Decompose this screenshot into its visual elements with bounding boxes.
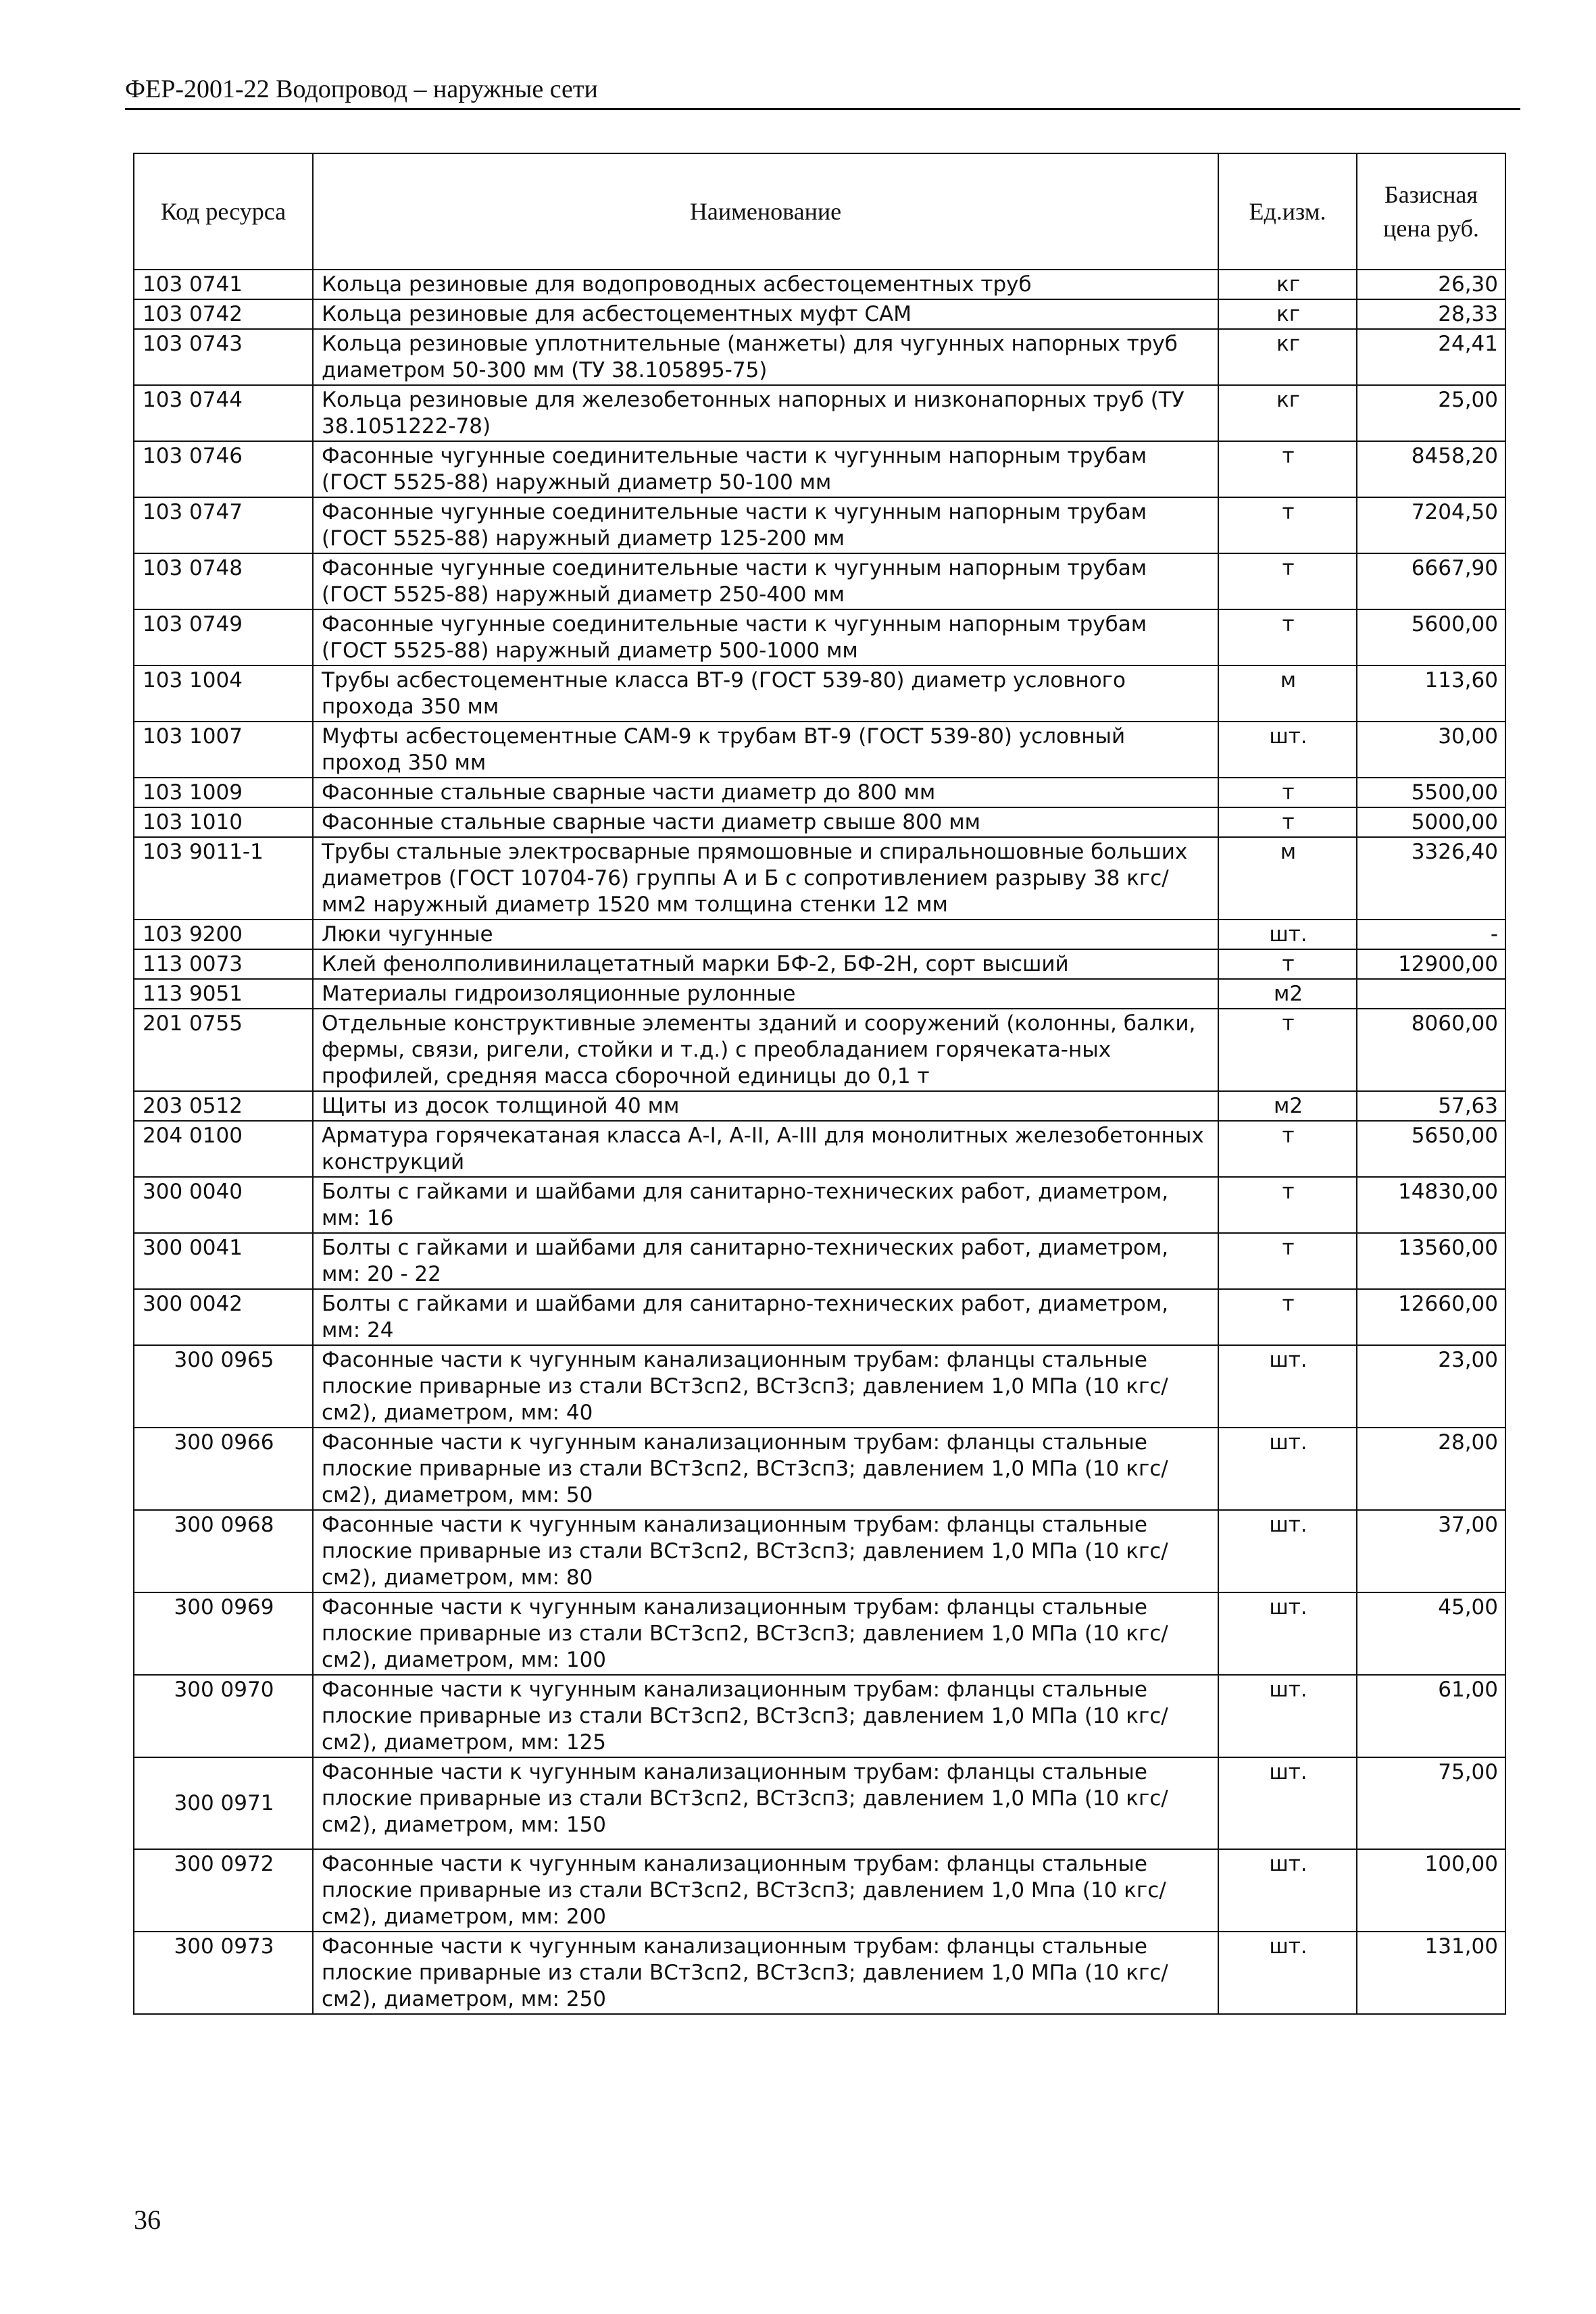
cell-name: Фасонные стальные сварные части диаметр свыше 800 мм — [313, 807, 1218, 837]
resource-price-table — [133, 153, 1506, 2015]
table-row — [134, 807, 1505, 837]
cell-code: 203 0512 — [134, 1091, 313, 1121]
cell-code: 103 0746 — [134, 441, 313, 497]
cell-name: Фасонные чугунные соединительные части к чугунным напорным трубам (ГОСТ 5525-88) наружный диаметр 500-1000 мм — [313, 609, 1218, 665]
cell-name: Фасонные части к чугунным канализационным трубам: фланцы стальные плоские приварные из стали ВСт3сп2, ВСт3сп3; давлением 1,0 Мпа (10 кгс/см2), диаметром, мм: 200 — [313, 1849, 1218, 1932]
cell-unit: т — [1218, 949, 1357, 979]
cell-code: 300 0970 — [134, 1675, 313, 1757]
cell-price: 131,00 — [1357, 1932, 1505, 2014]
cell-price: 75,00 — [1357, 1757, 1505, 1849]
cell-code: 113 0073 — [134, 949, 313, 979]
cell-unit: шт. — [1218, 1932, 1357, 2014]
cell-unit: шт. — [1218, 1592, 1357, 1675]
table-row — [134, 1510, 1505, 1592]
cell-name: Муфты асбестоцементные САМ-9 к трубам ВТ-9 (ГОСТ 539-80) условный проход 350 мм — [313, 722, 1218, 778]
cell-name: Болты с гайками и шайбами для санитарно-технических работ, диаметром, мм: 20 - 22 — [313, 1233, 1218, 1289]
table-row — [134, 1121, 1505, 1177]
cell-code: 103 9200 — [134, 920, 313, 949]
table-row — [134, 665, 1505, 722]
cell-price: 61,00 — [1357, 1675, 1505, 1757]
cell-name: Арматура горячекатаная класса А-I, А-II, А-III для монолитных железобетонных конструкций — [313, 1121, 1218, 1177]
page-number: 36 — [134, 2205, 161, 2235]
cell-unit: м — [1218, 665, 1357, 722]
table-row — [134, 920, 1505, 949]
cell-code: 103 1010 — [134, 807, 313, 837]
cell-name: Трубы асбестоцементные класса ВТ-9 (ГОСТ 539-80) диаметр условного прохода 350 мм — [313, 665, 1218, 722]
cell-price: 6667,90 — [1357, 553, 1505, 609]
cell-price: 25,00 — [1357, 385, 1505, 441]
table-row — [134, 1289, 1505, 1345]
cell-unit: т — [1218, 497, 1357, 553]
table-row — [134, 1009, 1505, 1091]
table-row — [134, 385, 1505, 441]
cell-price: 12660,00 — [1357, 1289, 1505, 1345]
table-row — [134, 553, 1505, 609]
header-code: Код ресурса — [134, 153, 313, 270]
table-row — [134, 778, 1505, 807]
table-row — [134, 441, 1505, 497]
cell-code: 103 0749 — [134, 609, 313, 665]
cell-price: - — [1357, 920, 1505, 949]
cell-price: 7204,50 — [1357, 497, 1505, 553]
table-row — [134, 609, 1505, 665]
cell-unit: кг — [1218, 329, 1357, 385]
cell-unit: м — [1218, 837, 1357, 920]
cell-price: 13560,00 — [1357, 1233, 1505, 1289]
table-row — [134, 1675, 1505, 1757]
cell-unit: м2 — [1218, 979, 1357, 1009]
table-row — [134, 1932, 1505, 2014]
cell-name: Фасонные части к чугунным канализационным трубам: фланцы стальные плоские приварные из стали ВСт3сп2, ВСт3сп3; давлением 1,0 МПа (10 кгс/см2), диаметром, мм: 125 — [313, 1675, 1218, 1757]
cell-unit: шт. — [1218, 722, 1357, 778]
cell-code: 103 0748 — [134, 553, 313, 609]
cell-name: Кольца резиновые уплотнительные (манжеты) для чугунных напорных труб диаметром 50-300 мм (ТУ 38.105895-75) — [313, 329, 1218, 385]
table-row — [134, 979, 1505, 1009]
cell-price: 37,00 — [1357, 1510, 1505, 1592]
cell-code: 103 0741 — [134, 270, 313, 299]
cell-name: Фасонные части к чугунным канализационным трубам: фланцы стальные плоские приварные из стали ВСт3сп2, ВСт3сп3; давлением 1,0 МПа (10 кгс/см2), диаметром, мм: 80 — [313, 1510, 1218, 1592]
cell-price: 5000,00 — [1357, 807, 1505, 837]
cell-price: 57,63 — [1357, 1091, 1505, 1121]
cell-name: Материалы гидроизоляционные рулонные — [313, 979, 1218, 1009]
cell-unit: шт. — [1218, 1849, 1357, 1932]
cell-name: Фасонные чугунные соединительные части к чугунным напорным трубам (ГОСТ 5525-88) наружный диаметр 50-100 мм — [313, 441, 1218, 497]
cell-code: 300 0042 — [134, 1289, 313, 1345]
cell-price: 24,41 — [1357, 329, 1505, 385]
table-row — [134, 270, 1505, 299]
cell-name: Кольца резиновые для железобетонных напорных и низконапорных труб (ТУ 38.1051222-78) — [313, 385, 1218, 441]
table-header — [134, 153, 1505, 270]
cell-unit: т — [1218, 778, 1357, 807]
cell-price: 8458,20 — [1357, 441, 1505, 497]
cell-unit: кг — [1218, 299, 1357, 329]
cell-code: 300 0041 — [134, 1233, 313, 1289]
cell-unit: т — [1218, 1009, 1357, 1091]
cell-price: 23,00 — [1357, 1345, 1505, 1428]
cell-unit: шт. — [1218, 920, 1357, 949]
table-row — [134, 329, 1505, 385]
cell-price: 8060,00 — [1357, 1009, 1505, 1091]
cell-unit: т — [1218, 1289, 1357, 1345]
cell-name: Фасонные части к чугунным канализационным трубам: фланцы стальные плоские приварные из стали ВСт3сп2, ВСт3сп3; давлением 1,0 МПа (10 кгс/см2), диаметром, мм: 40 — [313, 1345, 1218, 1428]
cell-code: 300 0969 — [134, 1592, 313, 1675]
cell-code: 103 0744 — [134, 385, 313, 441]
cell-price: 28,00 — [1357, 1428, 1505, 1510]
cell-unit: шт. — [1218, 1675, 1357, 1757]
cell-price: 5650,00 — [1357, 1121, 1505, 1177]
cell-name: Фасонные части к чугунным канализационным трубам: фланцы стальные плоские приварные из стали ВСт3сп2, ВСт3сп3; давлением 1,0 МПа (10 кгс/см2), диаметром, мм: 50 — [313, 1428, 1218, 1510]
cell-name: Фасонные чугунные соединительные части к чугунным напорным трубам (ГОСТ 5525-88) наружный диаметр 125-200 мм — [313, 497, 1218, 553]
cell-code: 300 0972 — [134, 1849, 313, 1932]
cell-code: 103 1004 — [134, 665, 313, 722]
cell-price: 3326,40 — [1357, 837, 1505, 920]
table-row — [134, 1592, 1505, 1675]
cell-name: Фасонные стальные сварные части диаметр до 800 мм — [313, 778, 1218, 807]
cell-price: 14830,00 — [1357, 1177, 1505, 1233]
cell-name: Кольца резиновые для водопроводных асбестоцементных труб — [313, 270, 1218, 299]
cell-name: Кольца резиновые для асбестоцементных муфт САМ — [313, 299, 1218, 329]
cell-price: 5500,00 — [1357, 778, 1505, 807]
cell-code: 113 9051 — [134, 979, 313, 1009]
cell-code: 300 0968 — [134, 1510, 313, 1592]
cell-price: 12900,00 — [1357, 949, 1505, 979]
cell-price: 100,00 — [1357, 1849, 1505, 1932]
table-row — [134, 1428, 1505, 1510]
cell-name: Фасонные части к чугунным канализационным трубам: фланцы стальные плоские приварные из стали ВСт3сп2, ВСт3сп3; давлением 1,0 МПа (10 кгс/см2), диаметром, мм: 250 — [313, 1932, 1218, 2014]
header-name: Наименование — [313, 153, 1218, 270]
table-row — [134, 299, 1505, 329]
table-row — [134, 1233, 1505, 1289]
cell-name: Болты с гайками и шайбами для санитарно-технических работ, диаметром, мм: 16 — [313, 1177, 1218, 1233]
cell-price: 5600,00 — [1357, 609, 1505, 665]
cell-name: Клей фенолполивинилацетатный марки БФ-2, БФ-2Н, сорт высший — [313, 949, 1218, 979]
cell-price — [1357, 979, 1505, 1009]
cell-code: 300 0966 — [134, 1428, 313, 1510]
cell-code: 201 0755 — [134, 1009, 313, 1091]
cell-code: 300 0040 — [134, 1177, 313, 1233]
cell-code: 103 9011-1 — [134, 837, 313, 920]
cell-unit: кг — [1218, 270, 1357, 299]
table-row — [134, 1091, 1505, 1121]
cell-price: 28,33 — [1357, 299, 1505, 329]
table-row — [134, 1177, 1505, 1233]
cell-code: 300 0965 — [134, 1345, 313, 1428]
cell-code: 204 0100 — [134, 1121, 313, 1177]
cell-name: Люки чугунные — [313, 920, 1218, 949]
cell-unit: т — [1218, 553, 1357, 609]
cell-unit: шт. — [1218, 1510, 1357, 1592]
cell-price: 113,60 — [1357, 665, 1505, 722]
table-row — [134, 722, 1505, 778]
cell-unit: т — [1218, 441, 1357, 497]
cell-name: Фасонные части к чугунным канализационным трубам: фланцы стальные плоские приварные из стали ВСт3сп2, ВСт3сп3; давлением 1,0 МПа (10 кгс/см2), диаметром, мм: 100 — [313, 1592, 1218, 1675]
table-row — [134, 1345, 1505, 1428]
table-row — [134, 497, 1505, 553]
cell-name: Болты с гайками и шайбами для санитарно-технических работ, диаметром, мм: 24 — [313, 1289, 1218, 1345]
cell-code: 300 0971 — [134, 1757, 313, 1849]
cell-price: 45,00 — [1357, 1592, 1505, 1675]
cell-name: Трубы стальные электросварные прямошовные и спиральношовные больших диаметров (ГОСТ 10704-76) группы А и Б с сопротивлением разрыву 38 кгс/мм2 наружный диаметр 1520 мм толщина стенки 12 мм — [313, 837, 1218, 920]
cell-unit: т — [1218, 1233, 1357, 1289]
cell-unit: шт. — [1218, 1428, 1357, 1510]
header-unit: Ед.изм. — [1218, 153, 1357, 270]
page-header: ФЕР-2001-22 Водопровод – наружные сети — [125, 73, 1520, 110]
cell-name: Фасонные чугунные соединительные части к чугунным напорным трубам (ГОСТ 5525-88) наружный диаметр 250-400 мм — [313, 553, 1218, 609]
cell-code: 300 0973 — [134, 1932, 313, 2014]
cell-code: 103 1007 — [134, 722, 313, 778]
cell-unit: шт. — [1218, 1345, 1357, 1428]
table-body — [134, 270, 1505, 2014]
cell-unit: т — [1218, 1177, 1357, 1233]
table-row — [134, 837, 1505, 920]
table-row — [134, 1757, 1505, 1849]
cell-unit: т — [1218, 1121, 1357, 1177]
cell-unit: кг — [1218, 385, 1357, 441]
cell-name: Отдельные конструктивные элементы зданий и сооружений (колонны, балки, фермы, связи, ригели, стойки и т.д.) с преобладанием горячеката-ных профилей, средняя масса сборочной единицы до 0,1 т — [313, 1009, 1218, 1091]
cell-name: Фасонные части к чугунным канализационным трубам: фланцы стальные плоские приварные из стали ВСт3сп2, ВСт3сп3; давлением 1,0 МПа (10 кгс/см2), диаметром, мм: 150 — [313, 1757, 1218, 1849]
cell-code: 103 0743 — [134, 329, 313, 385]
cell-unit: т — [1218, 807, 1357, 837]
cell-code: 103 1009 — [134, 778, 313, 807]
table-row — [134, 1849, 1505, 1932]
table-row — [134, 949, 1505, 979]
cell-price: 30,00 — [1357, 722, 1505, 778]
cell-name: Щиты из досок толщиной 40 мм — [313, 1091, 1218, 1121]
header-price: Базисная цена руб. — [1357, 153, 1505, 270]
cell-code: 103 0747 — [134, 497, 313, 553]
cell-unit: м2 — [1218, 1091, 1357, 1121]
cell-unit: т — [1218, 609, 1357, 665]
cell-unit: шт. — [1218, 1757, 1357, 1849]
cell-code: 103 0742 — [134, 299, 313, 329]
cell-price: 26,30 — [1357, 270, 1505, 299]
